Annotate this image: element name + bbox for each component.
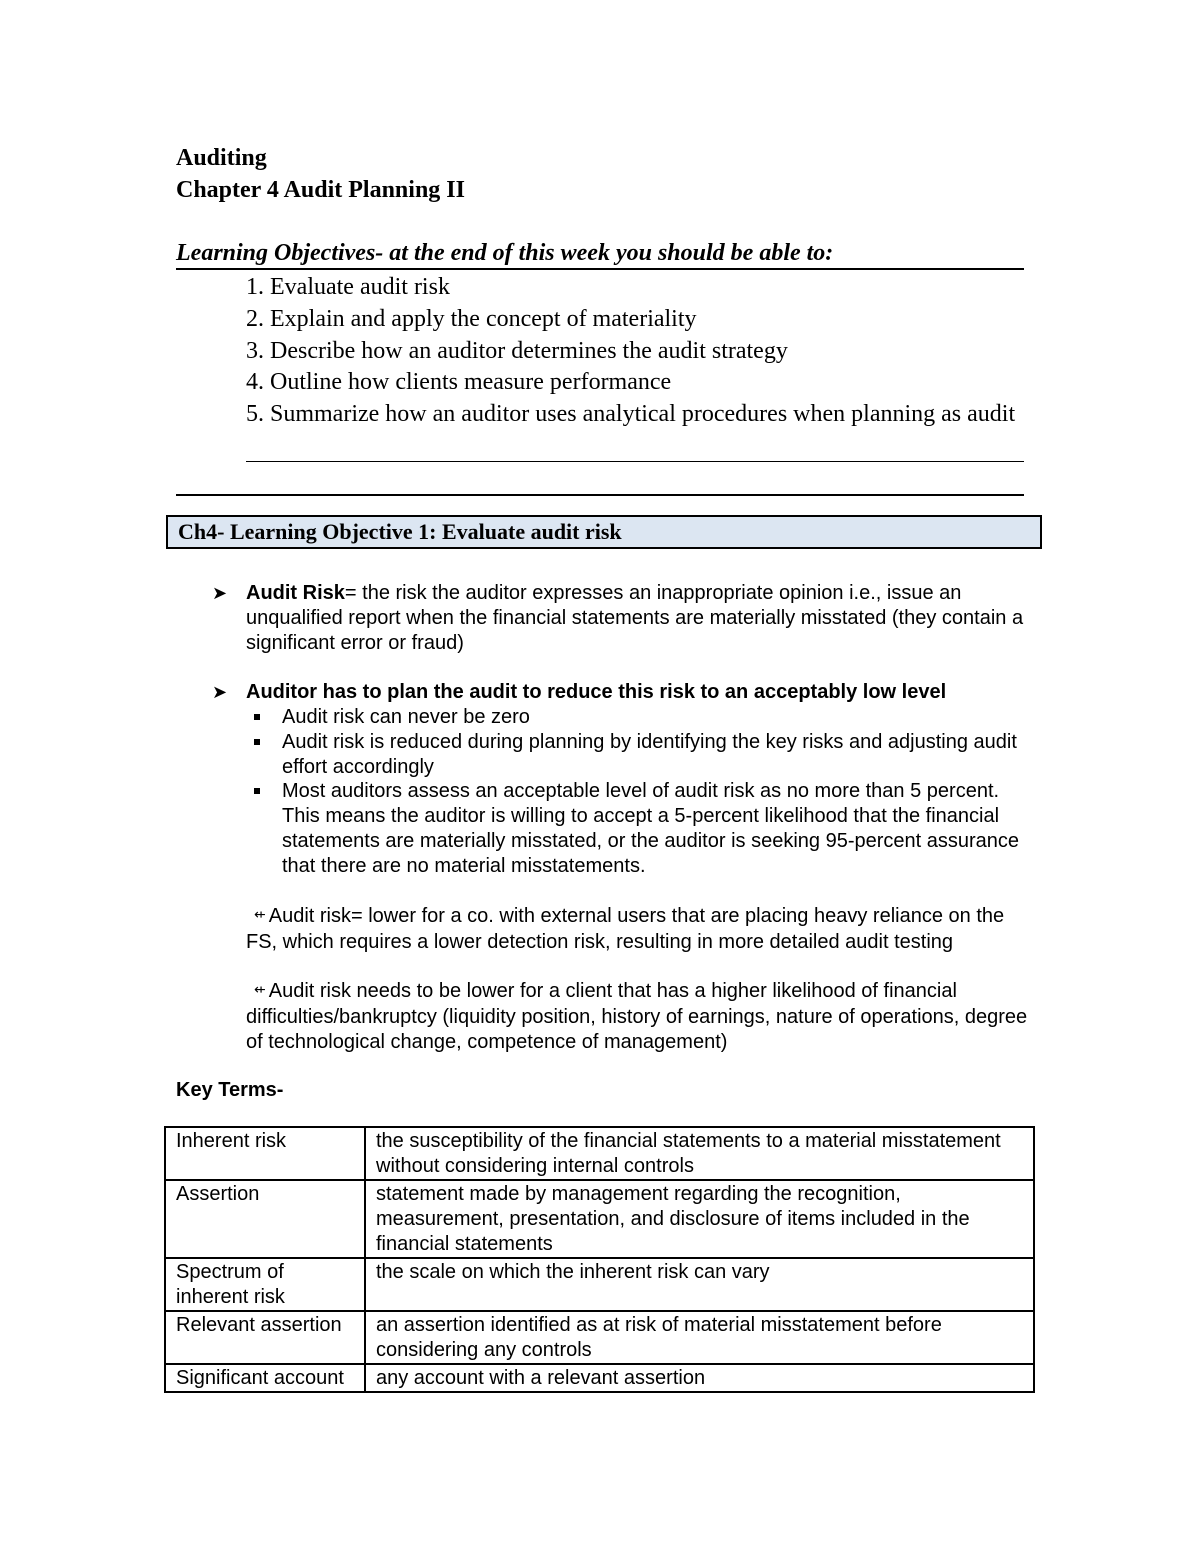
note-text: Audit risk= lower for a co. with external users that are placing heavy reliance on the FS, which requires a lower detection risk, resulting in more detailed audit testing	[246, 905, 1005, 953]
note-mark-icon: ⇷	[254, 981, 266, 997]
audit-risk-definition-text: = the risk the auditor expresses an inappropriate opinion i.e., issue an unqualified report when the financial statements are materially misstated (they contain a significant error or fraud)	[246, 582, 1024, 654]
term-cell: Relevant assertion	[165, 1311, 365, 1364]
objective-1-heading-box: Ch4- Learning Objective 1: Evaluate audit risk	[166, 515, 1042, 549]
list-item	[246, 705, 1036, 730]
definition-cell: any account with a relevant assertion	[365, 1364, 1034, 1392]
square-bullet-icon	[254, 788, 260, 794]
learning-objectives-list	[246, 272, 1024, 431]
definition-cell: an assertion identified as at risk of material misstatement before considering any controls	[365, 1311, 1034, 1364]
list-item-text: Audit risk can never be zero	[282, 706, 530, 728]
audit-risk-term: Audit Risk	[246, 582, 345, 604]
definition-cell: the susceptibility of the financial statements to a material misstatement without considering internal controls	[365, 1127, 1034, 1180]
term-cell: Inherent risk	[165, 1127, 365, 1180]
list-item	[246, 779, 1036, 878]
learning-objective-item: 1. Evaluate audit risk	[246, 274, 450, 300]
audit-risk-definition	[246, 581, 1036, 655]
learning-objective-item: 4. Outline how clients measure performance	[246, 369, 672, 396]
list-item	[246, 730, 1036, 780]
plan-statement: Auditor has to plan the audit to reduce this risk to an acceptably low level	[246, 681, 947, 703]
definition-cell: the scale on which the inherent risk can vary	[365, 1258, 1034, 1311]
square-bullet-icon	[254, 714, 260, 720]
divider	[176, 494, 1024, 496]
note-mark-icon: ⇷	[254, 906, 266, 922]
table-row	[165, 1180, 1034, 1258]
learning-objective-item: 2. Explain and apply the concept of materiality	[246, 305, 697, 332]
note	[246, 979, 1036, 1054]
table-row	[165, 1364, 1034, 1392]
definition-cell: statement made by management regarding the recognition, measurement, presentation, and disclosure of items included in the financial statements	[365, 1180, 1034, 1258]
table-row	[165, 1127, 1034, 1180]
square-bullet-icon	[254, 739, 260, 745]
key-terms-table	[164, 1126, 1035, 1393]
term-cell: Spectrum of inherent risk	[165, 1258, 365, 1311]
term-cell: Significant account	[165, 1364, 365, 1392]
divider	[246, 461, 1024, 462]
arrow-bullet-icon: ➤	[212, 583, 228, 603]
term-cell: Assertion	[165, 1180, 365, 1258]
arrow-bullet-icon: ➤	[212, 682, 228, 702]
note-text: Audit risk needs to be lower for a client that has a higher likelihood of financial difficulties/bankruptcy (liquidity position, history of earnings, nature of operations, degree of technological change, competence of management)	[246, 980, 1028, 1053]
learning-objective-item: 5. Summarize how an auditor uses analytical procedures when planning as audit	[246, 401, 1016, 428]
key-terms-title: Key Terms-	[176, 1079, 284, 1101]
note	[246, 904, 1036, 955]
list-item-text: Most auditors assess an acceptable level of audit risk as no more than 5 percent. This means the auditor is willing to accept a 5-percent likelihood that the financial statements are materially misstated, or the auditor is seeking 95-percent assurance that there are no material misstatements.	[282, 780, 1020, 877]
course-title: Auditing	[176, 145, 267, 171]
learning-objective-item: 3. Describe how an auditor determines the audit strategy	[246, 337, 788, 364]
list-item-text: Audit risk is reduced during planning by identifying the key risks and adjusting audit effort accordingly	[282, 730, 1017, 778]
chapter-title: Chapter 4 Audit Planning II	[176, 177, 465, 203]
audit-risk-bullets	[246, 705, 1036, 879]
learning-objectives-heading: Learning Objectives- at the end of this week you should be able to:	[176, 238, 1024, 270]
table-row	[165, 1258, 1034, 1311]
table-row	[165, 1311, 1034, 1364]
